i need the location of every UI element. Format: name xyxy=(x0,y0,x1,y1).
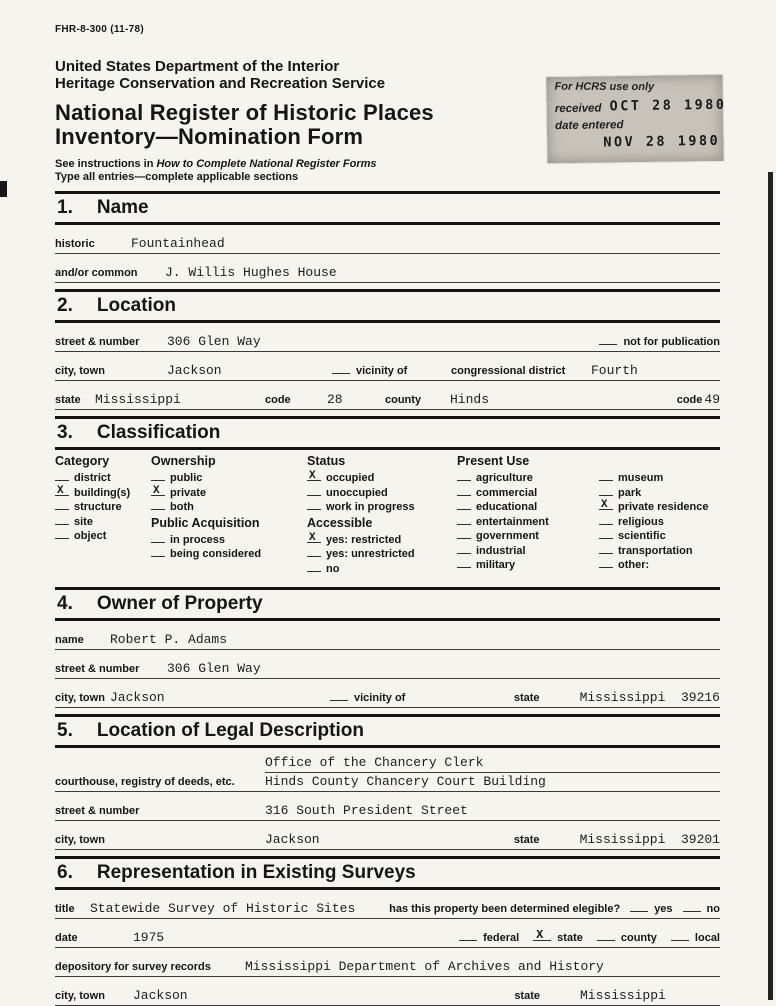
code2-value: 49 xyxy=(704,392,720,408)
owner-vicinity-checkbox xyxy=(330,691,348,701)
field-owner-city xyxy=(55,679,720,708)
ownership-column xyxy=(151,454,307,577)
field-historic-name xyxy=(55,225,720,254)
checkbox-item xyxy=(151,548,307,562)
local-checkbox xyxy=(671,931,689,941)
stamp-received-date: OCT 28 1980 xyxy=(609,96,727,115)
checkbox xyxy=(55,517,69,525)
checkbox-item xyxy=(55,484,151,501)
section-3-number: 3. xyxy=(57,422,73,444)
county-checkbox xyxy=(597,931,615,941)
eligible-no-label: no xyxy=(706,903,720,916)
checkbox xyxy=(151,549,165,557)
legal-city-label: city, town xyxy=(55,834,105,847)
department-line2: Heritage Conservation and Recreation Service xyxy=(55,74,386,92)
field-common-name xyxy=(55,254,720,283)
field-legal-city xyxy=(55,821,720,850)
owner-street-value: 306 Glen Way xyxy=(167,661,261,677)
checkbox-label: unoccupied xyxy=(326,486,388,499)
field-courthouse xyxy=(55,748,720,792)
section-2-title: Location xyxy=(96,295,177,317)
checkbox-item xyxy=(151,484,307,501)
checkbox-label: yes: restricted xyxy=(326,533,402,546)
eligible-no-checkbox xyxy=(683,902,701,912)
courthouse-value-line2: Hinds County Chancery Court Building xyxy=(265,774,546,790)
section-4-number: 4. xyxy=(57,593,73,615)
status-column xyxy=(307,454,457,577)
checkbox-item xyxy=(457,545,599,559)
checkbox-label: yes: unrestricted xyxy=(326,548,415,561)
category-header: Category xyxy=(55,454,110,469)
stamp-received-row xyxy=(554,96,727,116)
checkbox xyxy=(55,531,69,539)
checkbox xyxy=(457,473,471,481)
checkbox-label: park xyxy=(618,486,642,499)
owner-vicinity-label: vicinity of xyxy=(354,692,406,705)
checkbox xyxy=(457,546,471,554)
checkbox xyxy=(307,502,321,510)
survey-city-value: Jackson xyxy=(133,988,188,1004)
section-6-title: Representation in Existing Surveys xyxy=(96,862,416,884)
checkbox-label: in process xyxy=(170,533,226,546)
accessible-header: Accessible xyxy=(307,515,373,530)
field-survey-title xyxy=(55,890,720,919)
owner-name-value: Robert P. Adams xyxy=(110,632,228,648)
checkbox-label: industrial xyxy=(476,544,526,557)
department-line1: United States Department of the Interior xyxy=(55,58,340,75)
checkbox-item xyxy=(307,501,457,515)
ownership-header: Ownership xyxy=(151,454,216,469)
checkbox xyxy=(599,531,613,539)
checkbox xyxy=(457,488,471,496)
checkbox xyxy=(457,517,471,525)
checkbox-item xyxy=(599,545,720,559)
checkbox-label: scientific xyxy=(618,530,666,543)
checkbox-label: district xyxy=(74,472,111,485)
checkbox-item xyxy=(55,501,151,515)
checkbox-label: government xyxy=(476,530,539,543)
field-survey-date xyxy=(55,919,720,948)
common-value: J. Willis Hughes House xyxy=(165,265,337,281)
checkbox-item xyxy=(307,487,457,501)
field-state-county xyxy=(55,381,720,410)
scan-mark-artifact xyxy=(0,181,7,197)
section-2-number: 2. xyxy=(57,295,73,317)
checkbox: X xyxy=(307,535,321,543)
state-value: Mississippi xyxy=(95,392,181,408)
section-1-heading xyxy=(55,191,720,225)
document-title-line1: National Register of Historic Places xyxy=(55,99,434,125)
checkbox-item xyxy=(457,501,599,515)
checkbox xyxy=(599,517,613,525)
checkbox-item xyxy=(457,472,599,486)
checkbox-label: building(s) xyxy=(74,486,131,499)
legal-street-label: street & number xyxy=(55,805,140,818)
checkbox-item xyxy=(457,487,599,501)
owner-state-value: Mississippi 39216 xyxy=(579,690,720,706)
form-number: FHR-8-300 (11-78) xyxy=(55,24,145,35)
state-level-label: state xyxy=(557,932,583,945)
section-6-heading xyxy=(55,856,720,890)
section-3-heading xyxy=(55,416,720,450)
checkbox-label: structure xyxy=(74,501,122,514)
city-value: Jackson xyxy=(167,363,222,379)
owner-city-value: Jackson xyxy=(110,690,165,706)
checkbox-item xyxy=(599,501,720,515)
checkbox-label: private xyxy=(170,486,207,499)
section-1-number: 1. xyxy=(57,197,73,219)
checkbox xyxy=(599,488,613,496)
eligible-yes-label: yes xyxy=(654,903,673,916)
field-survey-city xyxy=(55,977,720,1006)
section-6-number: 6. xyxy=(57,862,73,884)
depository-label: depository for survey records xyxy=(55,961,211,974)
checkbox-item xyxy=(599,559,720,573)
public-acquisition-header: Public Acquisition xyxy=(151,515,260,530)
section-1-title: Name xyxy=(96,197,149,219)
section-3-title: Classification xyxy=(96,422,221,444)
checkbox xyxy=(599,546,613,554)
checkbox-label: private residence xyxy=(618,501,709,514)
checkbox-item xyxy=(307,472,457,486)
checkbox-item xyxy=(457,530,599,544)
checkbox-item xyxy=(151,501,307,515)
checkbox-item xyxy=(55,516,151,530)
checkbox xyxy=(151,502,165,510)
status-header: Status xyxy=(307,454,346,469)
survey-title-label: title xyxy=(55,903,75,916)
survey-state-label: state xyxy=(514,990,540,1003)
classification-grid xyxy=(55,450,720,581)
present-use-column-2 xyxy=(599,454,720,577)
code2-label: code xyxy=(676,394,703,407)
section-5-heading xyxy=(55,714,720,748)
section-5-number: 5. xyxy=(57,720,73,742)
survey-title-value: Statewide Survey of Historic Sites xyxy=(90,901,356,917)
scan-edge-artifact xyxy=(768,172,773,1000)
federal-checkbox xyxy=(459,931,477,941)
checkbox-item xyxy=(307,563,457,577)
checkbox-item xyxy=(151,472,307,486)
depository-value: Mississippi Department of Archives and History xyxy=(245,959,604,975)
checkbox-item xyxy=(457,516,599,530)
present-use-header: Present Use xyxy=(457,454,530,469)
legal-state-label: state xyxy=(513,834,540,847)
section-5-title: Location of Legal Description xyxy=(96,720,364,742)
checkbox-label: museum xyxy=(618,472,664,485)
state-label: state xyxy=(55,394,81,407)
checkbox: X xyxy=(55,488,69,496)
checkbox: X xyxy=(599,502,613,510)
checkbox-label: being considered xyxy=(170,548,262,561)
checkbox-item xyxy=(599,472,720,486)
not-for-publication-label: not for publication xyxy=(623,336,720,349)
stamp-entered-row xyxy=(555,118,716,132)
not-for-publication-checkbox xyxy=(599,335,617,345)
checkbox-label: occupied xyxy=(326,472,375,485)
code-value: 28 xyxy=(327,392,343,408)
section-4-heading xyxy=(55,587,720,621)
courthouse-value-block xyxy=(265,756,720,789)
county-value: Hinds xyxy=(450,392,490,408)
checkbox-label: military xyxy=(476,559,516,572)
legal-state-value: Mississippi 39201 xyxy=(579,832,720,848)
courthouse-label: courthouse, registry of deeds, etc. xyxy=(55,776,235,789)
city-label: city, town xyxy=(55,365,105,378)
courthouse-value-line1: Office of the Chancery Clerk xyxy=(265,756,720,773)
checkbox-item xyxy=(599,487,720,501)
checkbox xyxy=(457,531,471,539)
vicinity-label: vicinity of xyxy=(356,365,408,378)
field-city-town xyxy=(55,352,720,381)
federal-label: federal xyxy=(483,932,520,945)
checkbox-label: entertainment xyxy=(476,515,549,528)
stamp-received-label: received xyxy=(554,102,602,116)
checkbox xyxy=(55,473,69,481)
document-title-line2: Inventory—Nomination Form xyxy=(55,124,364,150)
instructions-manual-title: How to Complete National Register Forms xyxy=(156,157,377,170)
checkbox-item xyxy=(55,530,151,544)
section-2-heading xyxy=(55,289,720,323)
checkbox-label: educational xyxy=(476,501,538,514)
owner-state-label: state xyxy=(513,692,540,705)
legal-street-value: 316 South President Street xyxy=(265,803,468,819)
checkbox-label: work in progress xyxy=(326,501,415,514)
historic-label: historic xyxy=(55,238,95,251)
stamp-entered-date: NOV 28 1980 xyxy=(603,132,721,151)
checkbox-item xyxy=(151,534,307,548)
checkbox xyxy=(307,549,321,557)
local-label: local xyxy=(694,932,720,945)
congressional-district-label: congressional district xyxy=(451,365,566,378)
eligible-question-label: has this property been determined elegible? xyxy=(389,903,621,916)
checkbox xyxy=(457,502,471,510)
field-owner-name xyxy=(55,621,720,650)
checkbox xyxy=(599,560,613,568)
checkbox-label: both xyxy=(170,501,194,514)
checkbox-label: object xyxy=(74,530,107,543)
checkbox xyxy=(55,502,69,510)
checkbox-item xyxy=(307,531,457,548)
present-use-header-spacer xyxy=(599,454,720,469)
field-legal-street xyxy=(55,792,720,821)
checkbox-label: commercial xyxy=(476,486,538,499)
checkbox xyxy=(151,535,165,543)
state-level-checkbox: X xyxy=(533,931,551,941)
field-street-number xyxy=(55,323,720,352)
checkbox: X xyxy=(307,473,321,481)
section-4-title: Owner of Property xyxy=(96,593,263,615)
checkbox-label: transportation xyxy=(618,544,693,557)
checkbox: X xyxy=(151,488,165,496)
checkbox-label: agriculture xyxy=(476,472,533,485)
stamp-entered-label: date entered xyxy=(555,119,624,133)
checkbox-label: site xyxy=(74,515,93,528)
present-use-column-1 xyxy=(457,454,599,577)
checkbox-label: other: xyxy=(618,559,650,572)
checkbox-label: religious xyxy=(618,515,664,528)
street-label: street & number xyxy=(55,336,140,349)
checkbox xyxy=(151,473,165,481)
checkbox-label: public xyxy=(170,472,203,485)
owner-name-label: name xyxy=(55,634,84,647)
owner-street-label: street & number xyxy=(55,663,140,676)
checkbox-label: no xyxy=(326,562,340,575)
survey-date-label: date xyxy=(55,932,78,945)
survey-state-value: Mississippi xyxy=(580,988,666,1004)
stamp-use-only-label: For HCRS use only xyxy=(554,80,655,94)
checkbox xyxy=(599,473,613,481)
congressional-district-value: Fourth xyxy=(591,363,638,379)
checkbox-item xyxy=(599,530,720,544)
eligible-yes-checkbox xyxy=(630,902,648,912)
code-label: code xyxy=(265,394,291,407)
checkbox-item xyxy=(599,516,720,530)
county-level-label: county xyxy=(620,932,657,945)
checkbox-item xyxy=(307,548,457,562)
vicinity-checkbox xyxy=(332,364,350,374)
category-column xyxy=(55,454,151,577)
checkbox-item xyxy=(55,472,151,486)
survey-date-value: 1975 xyxy=(133,930,165,946)
street-value: 306 Glen Way xyxy=(167,334,261,350)
historic-value: Fountainhead xyxy=(131,236,225,252)
checkbox-item xyxy=(457,559,599,573)
checkbox xyxy=(307,564,321,572)
legal-city-value: Jackson xyxy=(265,832,320,848)
common-label: and/or common xyxy=(55,267,138,280)
field-owner-street xyxy=(55,650,720,679)
instructions-line2: Type all entries—complete applicable sections xyxy=(55,171,299,184)
hcrs-date-stamp xyxy=(546,75,727,163)
checkbox xyxy=(307,488,321,496)
owner-city-label: city, town xyxy=(55,692,105,705)
survey-city-label: city, town xyxy=(55,990,105,1003)
county-label: county xyxy=(385,394,422,407)
instructions-prefix: See instructions in xyxy=(55,157,154,170)
field-depository xyxy=(55,948,720,977)
checkbox xyxy=(457,560,471,568)
